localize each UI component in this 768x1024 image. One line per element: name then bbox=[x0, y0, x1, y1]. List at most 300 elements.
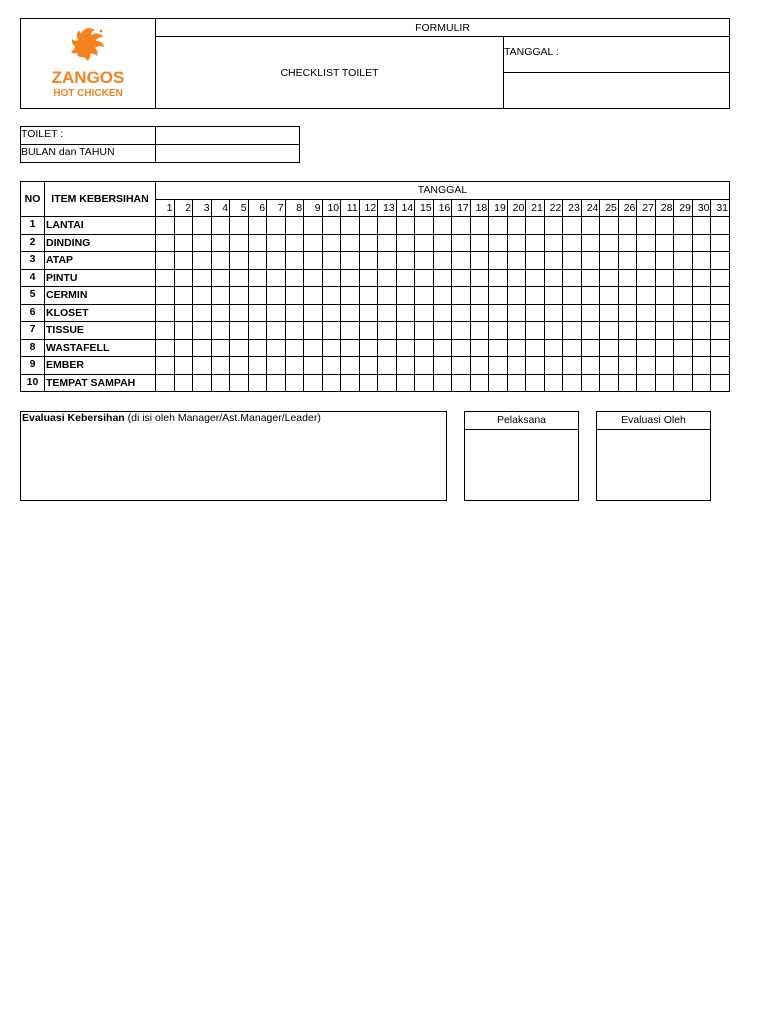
check-cell[interactable] bbox=[156, 339, 175, 357]
check-cell[interactable] bbox=[304, 374, 323, 392]
check-cell[interactable] bbox=[618, 234, 637, 252]
check-cell[interactable] bbox=[322, 269, 341, 287]
check-cell[interactable] bbox=[359, 374, 378, 392]
check-cell[interactable] bbox=[267, 304, 286, 322]
check-cell[interactable] bbox=[285, 269, 304, 287]
check-cell[interactable] bbox=[378, 217, 397, 235]
check-cell[interactable] bbox=[470, 304, 489, 322]
check-cell[interactable] bbox=[600, 374, 619, 392]
check-cell[interactable] bbox=[489, 357, 508, 375]
evaluation-box[interactable] bbox=[20, 411, 447, 501]
check-cell[interactable] bbox=[618, 339, 637, 357]
evaluator-sign-field[interactable] bbox=[597, 430, 710, 500]
check-cell[interactable] bbox=[248, 269, 267, 287]
check-cell[interactable] bbox=[341, 234, 360, 252]
check-cell[interactable] bbox=[322, 339, 341, 357]
check-cell[interactable] bbox=[692, 217, 711, 235]
check-cell[interactable] bbox=[655, 357, 674, 375]
check-cell[interactable] bbox=[618, 357, 637, 375]
check-cell[interactable] bbox=[674, 322, 693, 340]
check-cell[interactable] bbox=[248, 339, 267, 357]
check-cell[interactable] bbox=[341, 357, 360, 375]
check-cell[interactable] bbox=[637, 252, 656, 270]
check-cell[interactable] bbox=[711, 234, 730, 252]
check-cell[interactable] bbox=[544, 357, 563, 375]
check-cell[interactable] bbox=[230, 287, 249, 305]
check-cell[interactable] bbox=[211, 322, 230, 340]
check-cell[interactable] bbox=[563, 304, 582, 322]
check-cell[interactable] bbox=[581, 252, 600, 270]
check-cell[interactable] bbox=[230, 339, 249, 357]
check-cell[interactable] bbox=[433, 269, 452, 287]
check-cell[interactable] bbox=[581, 322, 600, 340]
check-cell[interactable] bbox=[544, 339, 563, 357]
check-cell[interactable] bbox=[230, 252, 249, 270]
check-cell[interactable] bbox=[267, 234, 286, 252]
check-cell[interactable] bbox=[433, 339, 452, 357]
check-cell[interactable] bbox=[544, 287, 563, 305]
check-cell[interactable] bbox=[489, 269, 508, 287]
check-cell[interactable] bbox=[415, 252, 434, 270]
check-cell[interactable] bbox=[322, 252, 341, 270]
check-cell[interactable] bbox=[156, 304, 175, 322]
check-cell[interactable] bbox=[248, 374, 267, 392]
check-cell[interactable] bbox=[230, 234, 249, 252]
check-cell[interactable] bbox=[507, 374, 526, 392]
check-cell[interactable] bbox=[655, 374, 674, 392]
check-cell[interactable] bbox=[674, 304, 693, 322]
check-cell[interactable] bbox=[674, 357, 693, 375]
check-cell[interactable] bbox=[230, 374, 249, 392]
check-cell[interactable] bbox=[415, 322, 434, 340]
date-value-field[interactable] bbox=[504, 73, 730, 109]
check-cell[interactable] bbox=[544, 322, 563, 340]
check-cell[interactable] bbox=[692, 304, 711, 322]
period-field[interactable] bbox=[156, 145, 300, 163]
check-cell[interactable] bbox=[489, 287, 508, 305]
check-cell[interactable] bbox=[267, 339, 286, 357]
check-cell[interactable] bbox=[433, 217, 452, 235]
check-cell[interactable] bbox=[433, 304, 452, 322]
check-cell[interactable] bbox=[600, 269, 619, 287]
check-cell[interactable] bbox=[563, 217, 582, 235]
check-cell[interactable] bbox=[156, 234, 175, 252]
check-cell[interactable] bbox=[285, 252, 304, 270]
check-cell[interactable] bbox=[396, 252, 415, 270]
check-cell[interactable] bbox=[581, 287, 600, 305]
check-cell[interactable] bbox=[600, 339, 619, 357]
check-cell[interactable] bbox=[470, 357, 489, 375]
check-cell[interactable] bbox=[396, 269, 415, 287]
check-cell[interactable] bbox=[396, 357, 415, 375]
check-cell[interactable] bbox=[396, 217, 415, 235]
check-cell[interactable] bbox=[600, 234, 619, 252]
check-cell[interactable] bbox=[581, 234, 600, 252]
check-cell[interactable] bbox=[692, 269, 711, 287]
check-cell[interactable] bbox=[341, 252, 360, 270]
check-cell[interactable] bbox=[267, 322, 286, 340]
check-cell[interactable] bbox=[230, 357, 249, 375]
check-cell[interactable] bbox=[415, 339, 434, 357]
check-cell[interactable] bbox=[526, 234, 545, 252]
toilet-field[interactable] bbox=[156, 127, 300, 145]
check-cell[interactable] bbox=[711, 252, 730, 270]
check-cell[interactable] bbox=[304, 252, 323, 270]
check-cell[interactable] bbox=[618, 217, 637, 235]
check-cell[interactable] bbox=[341, 287, 360, 305]
check-cell[interactable] bbox=[211, 357, 230, 375]
check-cell[interactable] bbox=[433, 234, 452, 252]
check-cell[interactable] bbox=[267, 217, 286, 235]
check-cell[interactable] bbox=[248, 357, 267, 375]
check-cell[interactable] bbox=[174, 252, 193, 270]
check-cell[interactable] bbox=[304, 269, 323, 287]
check-cell[interactable] bbox=[544, 374, 563, 392]
check-cell[interactable] bbox=[211, 234, 230, 252]
check-cell[interactable] bbox=[285, 374, 304, 392]
check-cell[interactable] bbox=[359, 287, 378, 305]
check-cell[interactable] bbox=[489, 374, 508, 392]
check-cell[interactable] bbox=[211, 339, 230, 357]
check-cell[interactable] bbox=[637, 217, 656, 235]
check-cell[interactable] bbox=[378, 304, 397, 322]
check-cell[interactable] bbox=[304, 357, 323, 375]
check-cell[interactable] bbox=[211, 374, 230, 392]
check-cell[interactable] bbox=[526, 322, 545, 340]
check-cell[interactable] bbox=[248, 287, 267, 305]
check-cell[interactable] bbox=[489, 234, 508, 252]
check-cell[interactable] bbox=[322, 217, 341, 235]
check-cell[interactable] bbox=[396, 374, 415, 392]
check-cell[interactable] bbox=[692, 322, 711, 340]
check-cell[interactable] bbox=[230, 269, 249, 287]
check-cell[interactable] bbox=[526, 269, 545, 287]
check-cell[interactable] bbox=[248, 252, 267, 270]
check-cell[interactable] bbox=[433, 374, 452, 392]
check-cell[interactable] bbox=[470, 217, 489, 235]
check-cell[interactable] bbox=[193, 304, 212, 322]
check-cell[interactable] bbox=[581, 339, 600, 357]
check-cell[interactable] bbox=[674, 252, 693, 270]
check-cell[interactable] bbox=[470, 287, 489, 305]
check-cell[interactable] bbox=[248, 217, 267, 235]
check-cell[interactable] bbox=[193, 217, 212, 235]
check-cell[interactable] bbox=[156, 287, 175, 305]
check-cell[interactable] bbox=[544, 269, 563, 287]
check-cell[interactable] bbox=[248, 322, 267, 340]
check-cell[interactable] bbox=[507, 322, 526, 340]
check-cell[interactable] bbox=[359, 357, 378, 375]
check-cell[interactable] bbox=[304, 234, 323, 252]
check-cell[interactable] bbox=[470, 269, 489, 287]
check-cell[interactable] bbox=[267, 252, 286, 270]
check-cell[interactable] bbox=[711, 374, 730, 392]
check-cell[interactable] bbox=[618, 374, 637, 392]
check-cell[interactable] bbox=[359, 304, 378, 322]
check-cell[interactable] bbox=[378, 322, 397, 340]
check-cell[interactable] bbox=[655, 287, 674, 305]
check-cell[interactable] bbox=[692, 339, 711, 357]
check-cell[interactable] bbox=[507, 304, 526, 322]
check-cell[interactable] bbox=[618, 269, 637, 287]
check-cell[interactable] bbox=[637, 374, 656, 392]
check-cell[interactable] bbox=[174, 234, 193, 252]
check-cell[interactable] bbox=[489, 339, 508, 357]
check-cell[interactable] bbox=[544, 234, 563, 252]
check-cell[interactable] bbox=[526, 287, 545, 305]
check-cell[interactable] bbox=[359, 252, 378, 270]
check-cell[interactable] bbox=[193, 269, 212, 287]
check-cell[interactable] bbox=[452, 217, 471, 235]
check-cell[interactable] bbox=[174, 357, 193, 375]
check-cell[interactable] bbox=[211, 304, 230, 322]
check-cell[interactable] bbox=[637, 287, 656, 305]
check-cell[interactable] bbox=[655, 304, 674, 322]
check-cell[interactable] bbox=[674, 269, 693, 287]
check-cell[interactable] bbox=[526, 374, 545, 392]
check-cell[interactable] bbox=[285, 234, 304, 252]
check-cell[interactable] bbox=[600, 322, 619, 340]
check-cell[interactable] bbox=[230, 322, 249, 340]
check-cell[interactable] bbox=[433, 322, 452, 340]
check-cell[interactable] bbox=[378, 374, 397, 392]
check-cell[interactable] bbox=[600, 252, 619, 270]
check-cell[interactable] bbox=[396, 322, 415, 340]
check-cell[interactable] bbox=[452, 234, 471, 252]
check-cell[interactable] bbox=[193, 252, 212, 270]
check-cell[interactable] bbox=[415, 357, 434, 375]
check-cell[interactable] bbox=[433, 287, 452, 305]
check-cell[interactable] bbox=[322, 234, 341, 252]
check-cell[interactable] bbox=[267, 357, 286, 375]
check-cell[interactable] bbox=[618, 287, 637, 305]
check-cell[interactable] bbox=[711, 287, 730, 305]
check-cell[interactable] bbox=[378, 269, 397, 287]
check-cell[interactable] bbox=[211, 252, 230, 270]
check-cell[interactable] bbox=[452, 269, 471, 287]
check-cell[interactable] bbox=[156, 252, 175, 270]
check-cell[interactable] bbox=[489, 304, 508, 322]
check-cell[interactable] bbox=[415, 374, 434, 392]
check-cell[interactable] bbox=[637, 304, 656, 322]
check-cell[interactable] bbox=[156, 322, 175, 340]
check-cell[interactable] bbox=[193, 374, 212, 392]
check-cell[interactable] bbox=[581, 374, 600, 392]
check-cell[interactable] bbox=[563, 322, 582, 340]
check-cell[interactable] bbox=[341, 374, 360, 392]
check-cell[interactable] bbox=[156, 357, 175, 375]
check-cell[interactable] bbox=[600, 287, 619, 305]
check-cell[interactable] bbox=[230, 304, 249, 322]
check-cell[interactable] bbox=[563, 252, 582, 270]
check-cell[interactable] bbox=[711, 304, 730, 322]
check-cell[interactable] bbox=[489, 252, 508, 270]
check-cell[interactable] bbox=[285, 304, 304, 322]
check-cell[interactable] bbox=[322, 287, 341, 305]
check-cell[interactable] bbox=[674, 217, 693, 235]
check-cell[interactable] bbox=[470, 252, 489, 270]
check-cell[interactable] bbox=[285, 322, 304, 340]
check-cell[interactable] bbox=[285, 339, 304, 357]
check-cell[interactable] bbox=[526, 252, 545, 270]
check-cell[interactable] bbox=[415, 304, 434, 322]
check-cell[interactable] bbox=[544, 217, 563, 235]
check-cell[interactable] bbox=[507, 357, 526, 375]
check-cell[interactable] bbox=[174, 339, 193, 357]
check-cell[interactable] bbox=[452, 322, 471, 340]
check-cell[interactable] bbox=[711, 217, 730, 235]
check-cell[interactable] bbox=[563, 374, 582, 392]
check-cell[interactable] bbox=[341, 217, 360, 235]
check-cell[interactable] bbox=[600, 357, 619, 375]
check-cell[interactable] bbox=[637, 322, 656, 340]
check-cell[interactable] bbox=[304, 322, 323, 340]
check-cell[interactable] bbox=[674, 234, 693, 252]
check-cell[interactable] bbox=[692, 287, 711, 305]
check-cell[interactable] bbox=[304, 339, 323, 357]
check-cell[interactable] bbox=[174, 287, 193, 305]
check-cell[interactable] bbox=[637, 339, 656, 357]
check-cell[interactable] bbox=[433, 357, 452, 375]
check-cell[interactable] bbox=[211, 217, 230, 235]
check-cell[interactable] bbox=[544, 252, 563, 270]
check-cell[interactable] bbox=[193, 357, 212, 375]
check-cell[interactable] bbox=[452, 357, 471, 375]
check-cell[interactable] bbox=[415, 269, 434, 287]
check-cell[interactable] bbox=[637, 357, 656, 375]
check-cell[interactable] bbox=[285, 217, 304, 235]
check-cell[interactable] bbox=[230, 217, 249, 235]
check-cell[interactable] bbox=[433, 252, 452, 270]
check-cell[interactable] bbox=[563, 339, 582, 357]
check-cell[interactable] bbox=[692, 252, 711, 270]
check-cell[interactable] bbox=[174, 269, 193, 287]
check-cell[interactable] bbox=[304, 287, 323, 305]
check-cell[interactable] bbox=[156, 269, 175, 287]
check-cell[interactable] bbox=[359, 339, 378, 357]
check-cell[interactable] bbox=[378, 339, 397, 357]
check-cell[interactable] bbox=[174, 322, 193, 340]
check-cell[interactable] bbox=[470, 374, 489, 392]
check-cell[interactable] bbox=[600, 217, 619, 235]
check-cell[interactable] bbox=[637, 234, 656, 252]
check-cell[interactable] bbox=[193, 287, 212, 305]
check-cell[interactable] bbox=[581, 269, 600, 287]
check-cell[interactable] bbox=[211, 269, 230, 287]
check-cell[interactable] bbox=[415, 234, 434, 252]
check-cell[interactable] bbox=[581, 304, 600, 322]
check-cell[interactable] bbox=[267, 374, 286, 392]
check-cell[interactable] bbox=[452, 339, 471, 357]
check-cell[interactable] bbox=[711, 339, 730, 357]
check-cell[interactable] bbox=[618, 304, 637, 322]
check-cell[interactable] bbox=[581, 357, 600, 375]
check-cell[interactable] bbox=[341, 339, 360, 357]
check-cell[interactable] bbox=[507, 217, 526, 235]
check-cell[interactable] bbox=[618, 322, 637, 340]
check-cell[interactable] bbox=[341, 269, 360, 287]
check-cell[interactable] bbox=[507, 252, 526, 270]
check-cell[interactable] bbox=[489, 322, 508, 340]
executor-sign-field[interactable] bbox=[465, 430, 578, 500]
check-cell[interactable] bbox=[692, 357, 711, 375]
check-cell[interactable] bbox=[526, 357, 545, 375]
check-cell[interactable] bbox=[341, 322, 360, 340]
check-cell[interactable] bbox=[322, 322, 341, 340]
check-cell[interactable] bbox=[322, 374, 341, 392]
check-cell[interactable] bbox=[452, 287, 471, 305]
check-cell[interactable] bbox=[563, 234, 582, 252]
check-cell[interactable] bbox=[378, 234, 397, 252]
check-cell[interactable] bbox=[396, 234, 415, 252]
check-cell[interactable] bbox=[174, 304, 193, 322]
check-cell[interactable] bbox=[193, 234, 212, 252]
check-cell[interactable] bbox=[285, 287, 304, 305]
check-cell[interactable] bbox=[378, 252, 397, 270]
check-cell[interactable] bbox=[507, 339, 526, 357]
check-cell[interactable] bbox=[655, 322, 674, 340]
check-cell[interactable] bbox=[655, 252, 674, 270]
check-cell[interactable] bbox=[174, 217, 193, 235]
check-cell[interactable] bbox=[322, 357, 341, 375]
check-cell[interactable] bbox=[211, 287, 230, 305]
check-cell[interactable] bbox=[267, 269, 286, 287]
check-cell[interactable] bbox=[655, 269, 674, 287]
check-cell[interactable] bbox=[415, 287, 434, 305]
check-cell[interactable] bbox=[692, 374, 711, 392]
check-cell[interactable] bbox=[396, 304, 415, 322]
check-cell[interactable] bbox=[156, 374, 175, 392]
check-cell[interactable] bbox=[378, 357, 397, 375]
check-cell[interactable] bbox=[563, 287, 582, 305]
check-cell[interactable] bbox=[618, 252, 637, 270]
check-cell[interactable] bbox=[507, 234, 526, 252]
check-cell[interactable] bbox=[452, 304, 471, 322]
check-cell[interactable] bbox=[581, 217, 600, 235]
check-cell[interactable] bbox=[470, 339, 489, 357]
check-cell[interactable] bbox=[526, 304, 545, 322]
check-cell[interactable] bbox=[378, 287, 397, 305]
check-cell[interactable] bbox=[526, 339, 545, 357]
check-cell[interactable] bbox=[396, 339, 415, 357]
check-cell[interactable] bbox=[507, 287, 526, 305]
check-cell[interactable] bbox=[359, 217, 378, 235]
check-cell[interactable] bbox=[674, 374, 693, 392]
check-cell[interactable] bbox=[248, 304, 267, 322]
check-cell[interactable] bbox=[674, 339, 693, 357]
check-cell[interactable] bbox=[600, 304, 619, 322]
check-cell[interactable] bbox=[359, 322, 378, 340]
check-cell[interactable] bbox=[507, 269, 526, 287]
check-cell[interactable] bbox=[396, 287, 415, 305]
check-cell[interactable] bbox=[156, 217, 175, 235]
check-cell[interactable] bbox=[655, 339, 674, 357]
check-cell[interactable] bbox=[193, 322, 212, 340]
check-cell[interactable] bbox=[415, 217, 434, 235]
check-cell[interactable] bbox=[322, 304, 341, 322]
check-cell[interactable] bbox=[341, 304, 360, 322]
check-cell[interactable] bbox=[285, 357, 304, 375]
check-cell[interactable] bbox=[563, 357, 582, 375]
check-cell[interactable] bbox=[248, 234, 267, 252]
check-cell[interactable] bbox=[304, 217, 323, 235]
check-cell[interactable] bbox=[563, 269, 582, 287]
check-cell[interactable] bbox=[452, 374, 471, 392]
check-cell[interactable] bbox=[692, 234, 711, 252]
check-cell[interactable] bbox=[489, 217, 508, 235]
check-cell[interactable] bbox=[674, 287, 693, 305]
check-cell[interactable] bbox=[452, 252, 471, 270]
